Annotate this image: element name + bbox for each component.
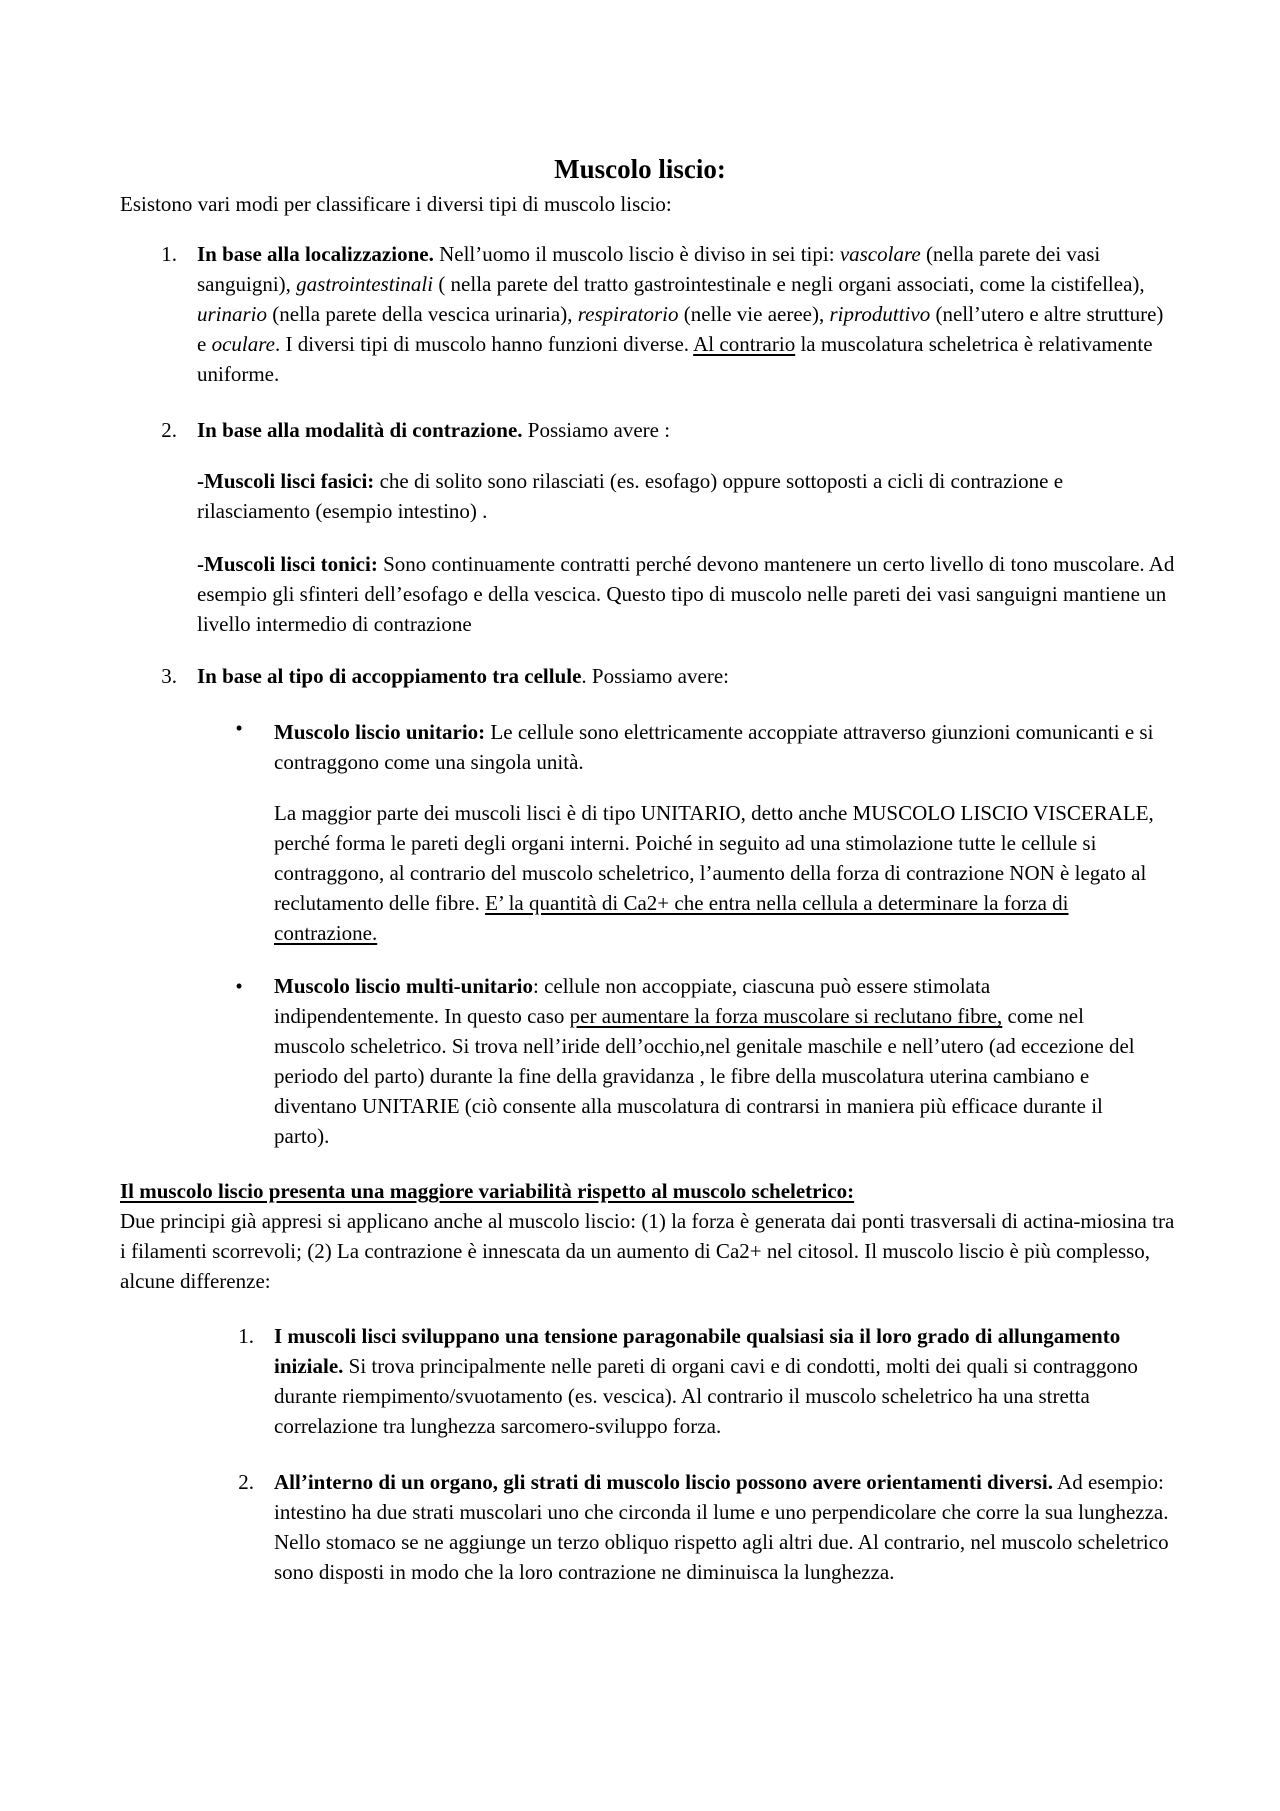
list-item-tensione: I muscoli lisci sviluppano una tensione paragonabile qualsiasi sia il loro grado di allungamento iniziale. Si trova principalmente nelle pareti di organi cavi e di condotti, molti dei quali si contraggono durante riempimento/svuotamento (es. vescica). Al contrario il muscolo scheletrico ha una stretta correlazione tra lunghezza sarcomero-sviluppo forza. — [274, 1324, 1138, 1438]
list-item-contrazione: In base alla modalità di contrazione. Possiamo avere : — [197, 418, 671, 442]
list-item-orientamenti: All’interno di un organo, gli strati di muscolo liscio possono avere orientamenti diversi. Ad esempio: intestino ha due strati muscolari uno che circonda il lume e uno perpendicolare che corre la sua lunghezza. Nello stomaco se ne aggiunge un terzo obliquo rispetto agli altri due. Al contrario, nel muscolo scheletrico sono disposti in modo che la loro contrazione ne diminuisca la lunghezza. — [274, 1470, 1169, 1584]
underlined-text: per aumentare la forza muscolare si reclutano fibre, — [569, 1004, 1003, 1028]
underlined-text: Al contrario — [693, 332, 796, 356]
paragraph-tonici: -Muscoli lisci tonici: Sono continuamente contratti perché devono mantenere un certo livello di tono muscolare. Ad esempio gli sfinteri dell’esofago e della vescica. Questo tipo di muscolo nelle pareti dei vasi sanguigni mantiene un livello intermedio di contrazione — [197, 552, 1175, 636]
item-heading: In base alla localizzazione. — [197, 242, 434, 266]
item-heading: In base al tipo di accoppiamento tra cellule — [197, 664, 582, 688]
list-number: 1. — [161, 242, 177, 266]
list-number: 3. — [161, 664, 177, 688]
bullet-unitario: Muscolo liscio unitario: Le cellule sono elettricamente accoppiate attraverso giunzioni comunicanti e si contraggono come una singola unità. — [274, 720, 1154, 774]
paragraph-fasici: -Muscoli lisci fasici: che di solito sono rilasciati (es. esofago) oppure sottoposti a cicli di contrazione e rilasciamento (esempio intestino) . — [197, 469, 1064, 523]
bullet: • — [235, 716, 243, 740]
bullet: • — [235, 974, 243, 998]
underlined-text: E’ la quantità di Ca2+ che entra nella cellula a determinare la forza di contrazione. — [274, 891, 1069, 945]
section-heading: Il muscolo liscio presenta una maggiore variabilità rispetto al muscolo scheletrico: — [120, 1179, 855, 1203]
paragraph-unitario: La maggior parte dei muscoli lisci è di tipo UNITARIO, detto anche MUSCOLO LISCIO VISCERALE, perché forma le pareti degli organi interni. Poiché in seguito ad una stimolazione tutte le cellule si contraggono, al contrario del muscolo scheletrico, l’aumento della forza di contrazione NON è legato al reclutamento delle fibre. E’ la quantità di Ca2+ che entra nella cellula a determinare la forza di contrazione. — [274, 801, 1154, 945]
list-number: 2. — [238, 1470, 254, 1494]
list-item-accoppiamento: In base al tipo di accoppiamento tra cellule. Possiamo avere: — [197, 664, 729, 688]
list-number: 2. — [161, 418, 177, 442]
intro-paragraph: Esistono vari modi per classificare i diversi tipi di muscolo liscio: — [120, 192, 672, 216]
list-number: 1. — [238, 1324, 254, 1348]
page-title: Muscolo liscio: — [554, 154, 726, 184]
section-paragraph: Due principi già appresi si applicano anche al muscolo liscio: (1) la forza è generata dai ponti trasversali di actina-miosina tra i filamenti scorrevoli; (2) La contrazione è innescata da un aumento di Ca2+ nel citosol. Il muscolo liscio è più complesso, alcune differenze: — [120, 1209, 1175, 1293]
item-heading: In base alla modalità di contrazione. — [197, 418, 523, 442]
list-item-localizzazione: In base alla localizzazione. Nell’uomo il muscolo liscio è diviso in sei tipi: vascolare (nella parete dei vasi sanguigni), gastrointestinali ( nella parete del tratto gastrointestinale e negli organi associati, come la cistifellea), urinario (nella parete della vescica urinaria), respiratorio (nelle vie aeree), riproduttivo (nell’utero e altre strutture) e oculare. I diversi tipi di muscolo hanno funzioni diverse. Al contrario la muscolatura scheletrica è relativamente uniforme. — [197, 242, 1164, 386]
bullet-multi-unitario: Muscolo liscio multi-unitario: cellule non accoppiate, ciascuna può essere stimolata indipendentemente. In questo caso per aumentare la forza muscolare si reclutano fibre, come nel muscolo scheletrico. Si trova nell’iride dell’occhio,nel genitale maschile e nell’utero (ad eccezione del periodo del parto) durante la fine della gravidanza , le fibre della muscolatura uterina cambiano e diventano UNITARIE (ciò consente alla muscolatura di contrarsi in maniera più efficace durante il parto). — [274, 974, 1135, 1148]
